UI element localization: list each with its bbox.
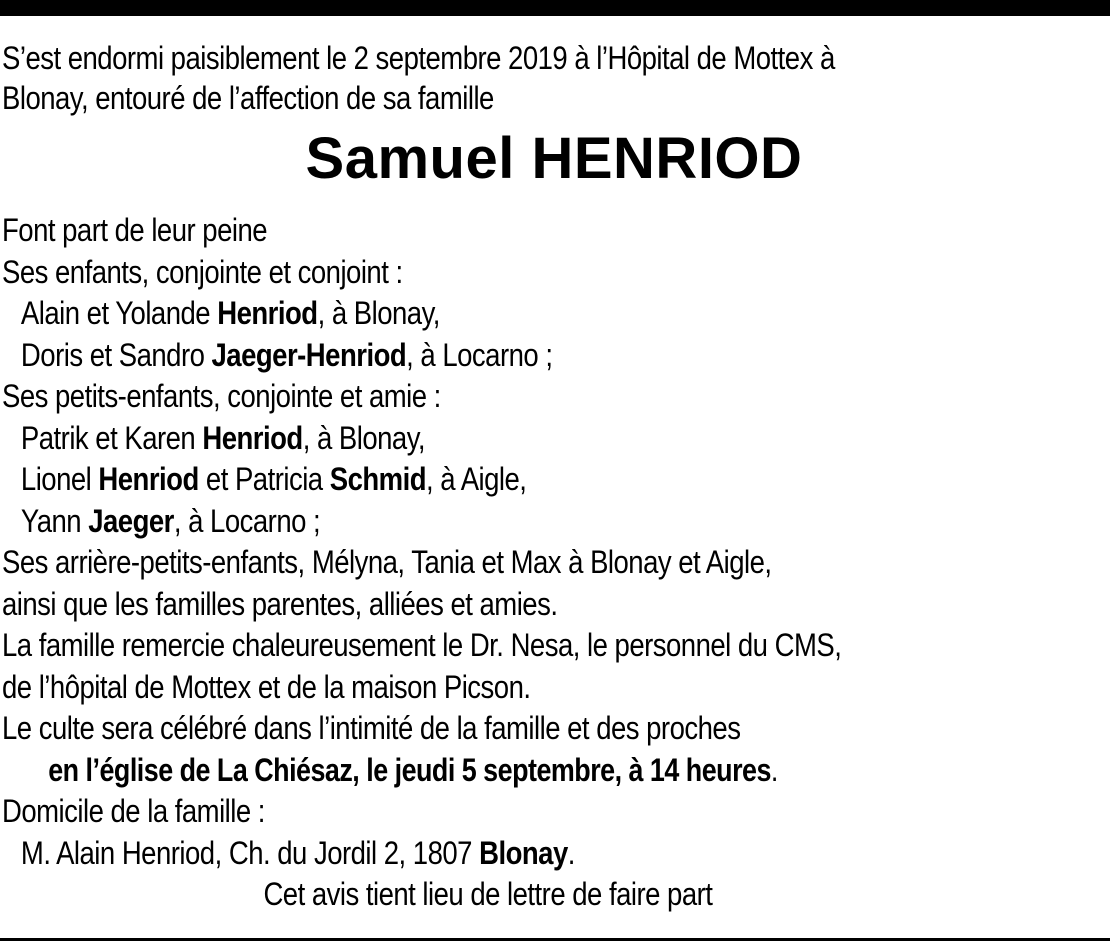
intro-line-1: S’est endormi paisiblement le 2 septembre 2019 à l’Hôpital de Mottex à bbox=[2, 40, 835, 76]
intro-line-2: Blonay, entouré de l’affection de sa famille bbox=[2, 80, 494, 116]
grandchild-first-names: Yann bbox=[20, 502, 89, 539]
great-grandchildren-line: Ses arrière-petits-enfants, Mélyna, Tania et Max à Blonay et Aigle, bbox=[2, 544, 772, 580]
grandchild-first-names: Patrik et Karen bbox=[20, 419, 203, 456]
ceremony-period: . bbox=[770, 751, 778, 788]
grandchild-surname: Henriod bbox=[202, 419, 303, 456]
ceremony-text: en l’église de La Chiésaz, le jeudi 5 septembre, à 14 heures bbox=[48, 751, 771, 788]
child-first-names: Doris et Sandro bbox=[20, 336, 212, 373]
child-location: , à Blonay, bbox=[317, 295, 440, 331]
thanks-line-2: de l’hôpital de Mottex et de la maison Picson. bbox=[2, 668, 531, 705]
child-entry bbox=[2, 293, 951, 335]
grandchild-partner-surname: Schmid bbox=[329, 461, 427, 497]
service-line: Le culte sera célébré dans l’intimité de la famille et des proches bbox=[2, 710, 741, 746]
address-town: Blonay bbox=[479, 834, 568, 871]
thanks-line-1: La famille remercie chaleureusement le Dr. Nesa, le personnel du CMS, bbox=[2, 627, 842, 663]
top-border-rule bbox=[0, 0, 1110, 16]
grandchild-entry bbox=[2, 459, 951, 501]
grandchild-surname: Henriod bbox=[98, 461, 199, 497]
grandchild-entry bbox=[2, 501, 951, 543]
closing-line: Cet avis tient lieu de lettre de faire part bbox=[263, 876, 713, 912]
deceased-name: Samuel HENRIOD bbox=[305, 126, 803, 191]
announce-line: Font part de leur peine bbox=[2, 212, 268, 248]
address-period: . bbox=[567, 834, 575, 871]
child-surname: Jaeger-Henriod bbox=[211, 336, 407, 373]
grandchild-entry bbox=[2, 418, 951, 460]
children-heading: Ses enfants, conjointe et conjoint : bbox=[2, 253, 403, 290]
grandchild-first-names: Lionel bbox=[20, 461, 99, 497]
child-entry bbox=[2, 335, 951, 377]
domicile-address bbox=[2, 833, 951, 875]
grandchild-location: , à Locarno ; bbox=[173, 502, 321, 539]
address-text: M. Alain Henriod, Ch. du Jordil 2, 1807 bbox=[20, 834, 480, 871]
child-surname: Henriod bbox=[217, 295, 318, 331]
grandchild-location: , à Blonay, bbox=[302, 419, 426, 456]
ceremony-details bbox=[2, 750, 929, 792]
bottom-border-rule bbox=[0, 938, 1110, 941]
grandchild-location: , à Aigle, bbox=[426, 461, 527, 497]
grandchildren-heading: Ses petits-enfants, conjointe et amie : bbox=[2, 378, 441, 414]
child-first-names: Alain et Yolande bbox=[20, 295, 218, 331]
grandchild-partner: et Patricia bbox=[198, 461, 330, 497]
child-location: , à Locarno ; bbox=[406, 336, 553, 373]
obituary-notice bbox=[2, 38, 1106, 916]
grandchild-surname: Jaeger bbox=[88, 502, 174, 539]
domicile-heading: Domicile de la famille : bbox=[2, 793, 265, 829]
families-line: ainsi que les familles parentes, alliées et amies. bbox=[2, 585, 558, 622]
